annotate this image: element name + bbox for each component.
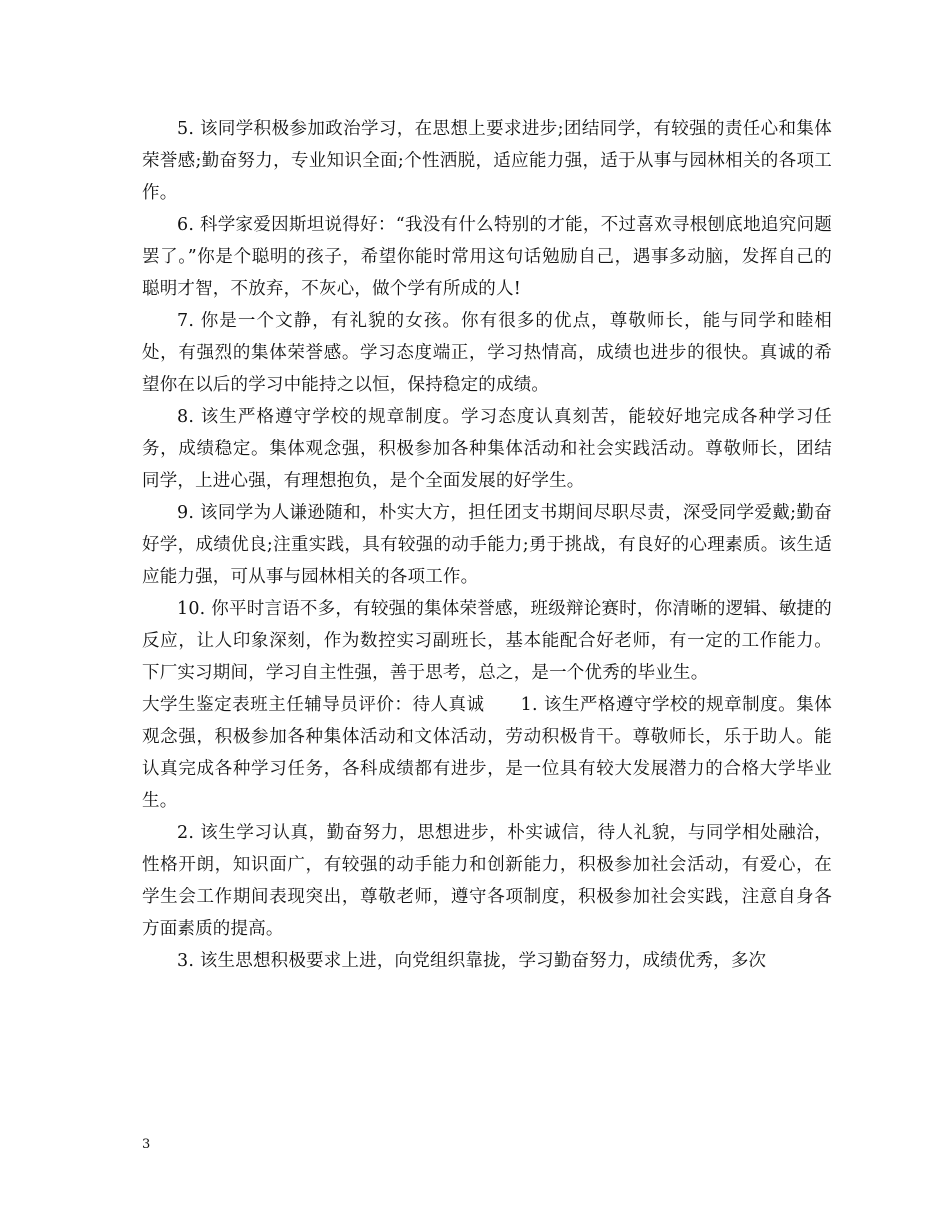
paragraph-item-6: 6. 科学家爱因斯坦说得好：“我没有什么特别的才能，不过喜欢寻根刨底地追究问题罢了。”你是个聪明的孩子，希望你能时常用这句话勉励自己，遇事多动脑，发挥自己的聪明才智，不放弃，不灰心，做个学有所成的人! [142,215,832,299]
paragraph-item-9: 9. 该同学为人谦逊随和，朴实大方，担任团支书期间尽职尽责，深受同学爱戴;勤奋好学，成绩优良;注重实践，具有较强的动手能力;勇于挑战，有良好的心理素质。该生适应能力强，可从事与园林相关的各项工作。 [142,503,832,587]
section-paragraph-evaluation: 大学生鉴定表班主任辅导员评价：待人真诚 1. 该生严格遵守学校的规章制度。集体观念强，积极参加各种集体活动和文体活动，劳动积极肯干。尊敬师长，乐于助人。能认真完成各种学习任务，各科成绩都有进步，是一位具有较大发展潜力的合格大学毕业生。 [142,695,832,811]
paragraph-item-8: 8. 该生严格遵守学校的规章制度。学习态度认真刻苦，能较好地完成各种学习任务，成绩稳定。集体观念强，积极参加各种集体活动和社会实践活动。尊敬师长，团结同学，上进心强，有理想抱负，是个全面发展的好学生。 [142,407,832,491]
paragraph-item-3: 3. 该生思想积极要求上进，向党组织靠拢，学习勤奋努力，成绩优秀，多次 [177,951,767,971]
paragraph-item-10: 10. 你平时言语不多，有较强的集体荣誉感，班级辩论赛时，你清晰的逻辑、敏捷的反应，让人印象深刻，作为数控实习副班长，基本能配合好老师，有一定的工作能力。下厂实习期间，学习自主性强，善于思考，总之，是一个优秀的毕业生。 [142,599,832,683]
page-number: 3 [142,1137,151,1152]
paragraph-item-5: 5. 该同学积极参加政治学习，在思想上要求进步;团结同学，有较强的责任心和集体荣誉感;勤奋努力，专业知识全面;个性洒脱，适应能力强，适于从事与园林相关的各项工作。 [142,119,832,203]
document-body [142,113,832,977]
paragraph-item-7: 7. 你是一个文静，有礼貌的女孩。你有很多的优点，尊敬师长，能与同学和睦相处，有强烈的集体荣誉感。学习态度端正，学习热情高，成绩也进步的很快。真诚的希望你在以后的学习中能持之以恒，保持稳定的成绩。 [142,311,832,395]
paragraph-item-2: 2. 该生学习认真，勤奋努力，思想进步，朴实诚信，待人礼貌，与同学相处融洽，性格开朗，知识面广，有较强的动手能力和创新能力，积极参加社会活动，有爱心，在学生会工作期间表现突出，尊敬老师，遵守各项制度，积极参加社会实践，注意自身各方面素质的提高。 [142,823,832,939]
